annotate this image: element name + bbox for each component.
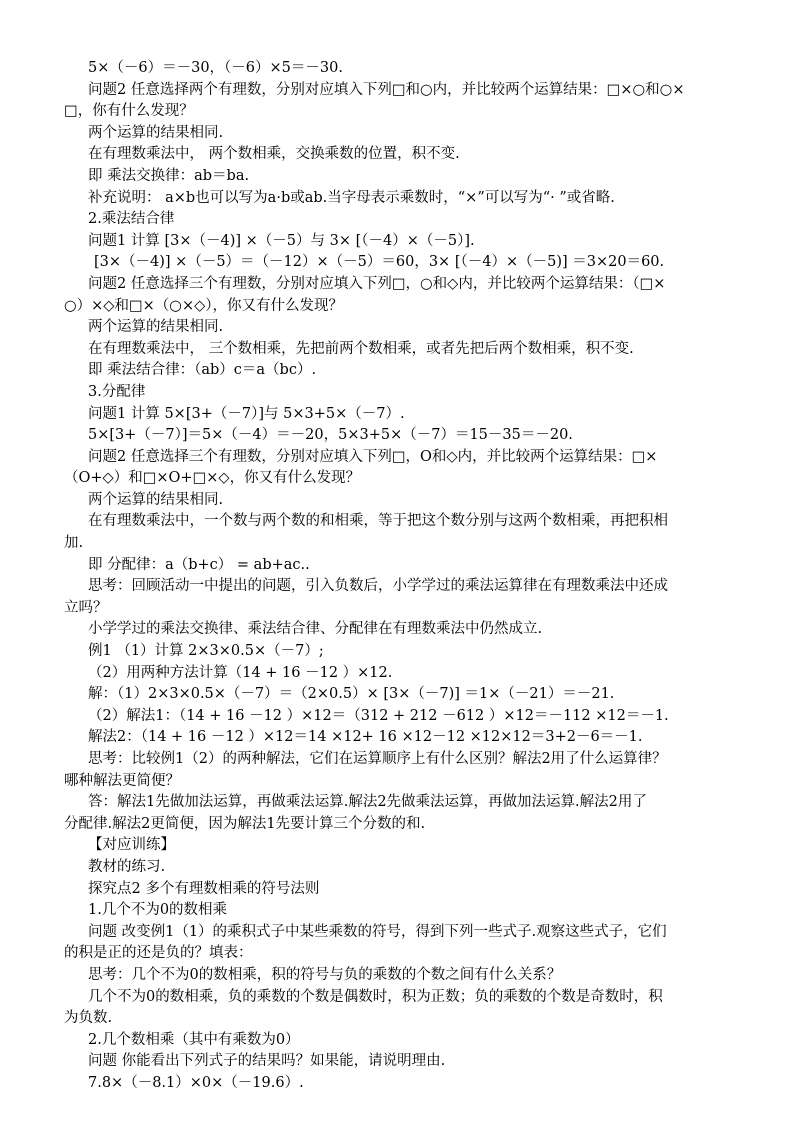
text-line: 为负数. [64,1010,113,1027]
text-line: 思考：比较例1（2）的两种解法，它们在运算顺序上有什么区别？解法2用了什么运算律？ [88,751,667,767]
text-line: 补充说明： a×b也可以写为a·b或ab.当字母表示乘数时，“×”可以写为“· ”或省略. [88,189,615,206]
text-line: 小学学过的乘法交换律、乘法结合律、分配律在有理数乘法中仍然成立. [88,621,543,638]
text-line: 即 分配律：a（b+c） = ab+ac.. [88,556,310,573]
text-line: 答：解法1先做加法运算，再做乘法运算.解法2先做乘法运算，再做加法运算.解法2用了 [88,794,647,811]
text-line: 问题 你能看出下列式子的结果吗？如果能，请说明理由. [88,1053,446,1070]
text-line: 问题2 任意选择三个有理数，分别对应填入下列□，O和◇内，并比较两个运算结果：□× [88,448,658,465]
text-line: 5×[3+（－7）]＝5×（－4）＝－20，5×3+5×（－7）＝15－35＝－20. [88,427,573,444]
section-heading: 【对应训练】 [88,837,175,854]
text-line: 立吗？ [64,599,108,616]
text-line: 几个不为0的数相乘，负的乘数的个数是偶数时，积为正数；负的乘数的个数是奇数时，积 [88,988,663,1005]
text-line: □，你有什么发现？ [64,103,194,120]
text-line: 分配律.解法2更简便，因为解法1先要计算三个分数的和. [64,815,426,832]
text-line: 例1 （1）计算 2×3×0.5×（－7）; [88,643,324,660]
text-line: 在有理数乘法中， 三个数相乘，先把前两个数相乘，或者先把后两个数相乘，积不变. [88,340,634,357]
text-line: [3×（－4)] ×（－5）＝（－12）×（－5）＝60，3× [（－4）×（－5)] ＝3×20＝60. [94,254,665,271]
document-page [64,58,764,1095]
text-line: 在有理数乘法中， 两个数相乘，交换乘数的位置，积不变. [88,146,460,163]
text-line: 思考：几个不为0的数相乘，积的符号与负的乘数的个数之间有什么关系？ [88,966,562,983]
text-line: 教材的练习. [88,858,166,875]
text-line: 即 乘法交换律：ab＝ba. [88,167,250,184]
text-line: 哪种解法更简便？ [64,772,180,789]
section-heading: 3.分配律 [88,383,146,400]
text-line: （O+◇）和□×O+□×◇，你又有什么发现？ [64,470,361,487]
text-line: 解：（1）2×3×0.5×（－7）＝（2×0.5）× [3×（－7)] ＝1×（－21）＝－21. [88,686,615,703]
text-line: 问题1 计算 [3×（－4)] ×（－5）与 3× [（－4）×（－5）]. [88,232,475,249]
text-line: 两个运算的结果相同. [88,124,224,141]
text-line: 问题 改变例1（1）的乘积式子中某些乘数的符号，得到下列一些式子.观察这些式子，它们 [88,923,667,940]
section-heading: 1.几个不为0的数相乘 [88,902,228,919]
text-line: 问题1 计算 5×[3+（－7）]与 5×3+5×（－7）. [88,405,405,422]
text-line: 问题2 任意选择三个有理数，分别对应填入下列□，○和◇内，并比较两个运算结果：（□× [88,275,666,292]
text-line: 的积是正的还是负的？填表： [64,945,253,962]
text-line: 7.8×（－8.1）×0×（－19.6）. [88,1074,304,1091]
text-line: ○）×◇和□×（○×◇），你又有什么发现？ [64,297,344,314]
text-line: 两个运算的结果相同. [88,491,224,508]
section-heading: 探究点2 多个有理数相乘的符号法则 [88,880,320,897]
text-line: （2）解法1：（14 + 16 －12 ）×12＝（312 + 212 －612 ）×12＝－112 ×12＝－1. [88,707,669,724]
text-line: 5×（－6）＝－30，（－6）×5＝－30. [88,60,343,76]
text-line: 即 乘法结合律：（ab）c＝a（bc）. [88,362,317,379]
text-line: 思考：回顾活动一中提出的问题，引入负数后，小学学过的乘法运算律在有理数乘法中还成 [88,578,668,595]
text-line: 解法2：（14 + 16 －12 ）×12＝14 ×12+ 16 ×12－12 ×12×12＝3+2－6＝－1. [88,729,643,746]
text-line: 两个运算的结果相同. [88,319,224,336]
text-line: 问题2 任意选择两个有理数，分别对应填入下列□和○内，并比较两个运算结果：□×○和○× [88,81,685,98]
text-line: 加. [64,535,84,552]
text-line: 在有理数乘法中，一个数与两个数的和相乘，等于把这个数分别与这两个数相乘，再把积相 [88,513,668,530]
text-line: （2）用两种方法计算（14 + 16 －12 ）×12. [88,664,393,681]
section-heading: 2.乘法结合律 [88,211,175,228]
section-heading: 2.几个数相乘（其中有乘数为0） [88,1031,300,1048]
